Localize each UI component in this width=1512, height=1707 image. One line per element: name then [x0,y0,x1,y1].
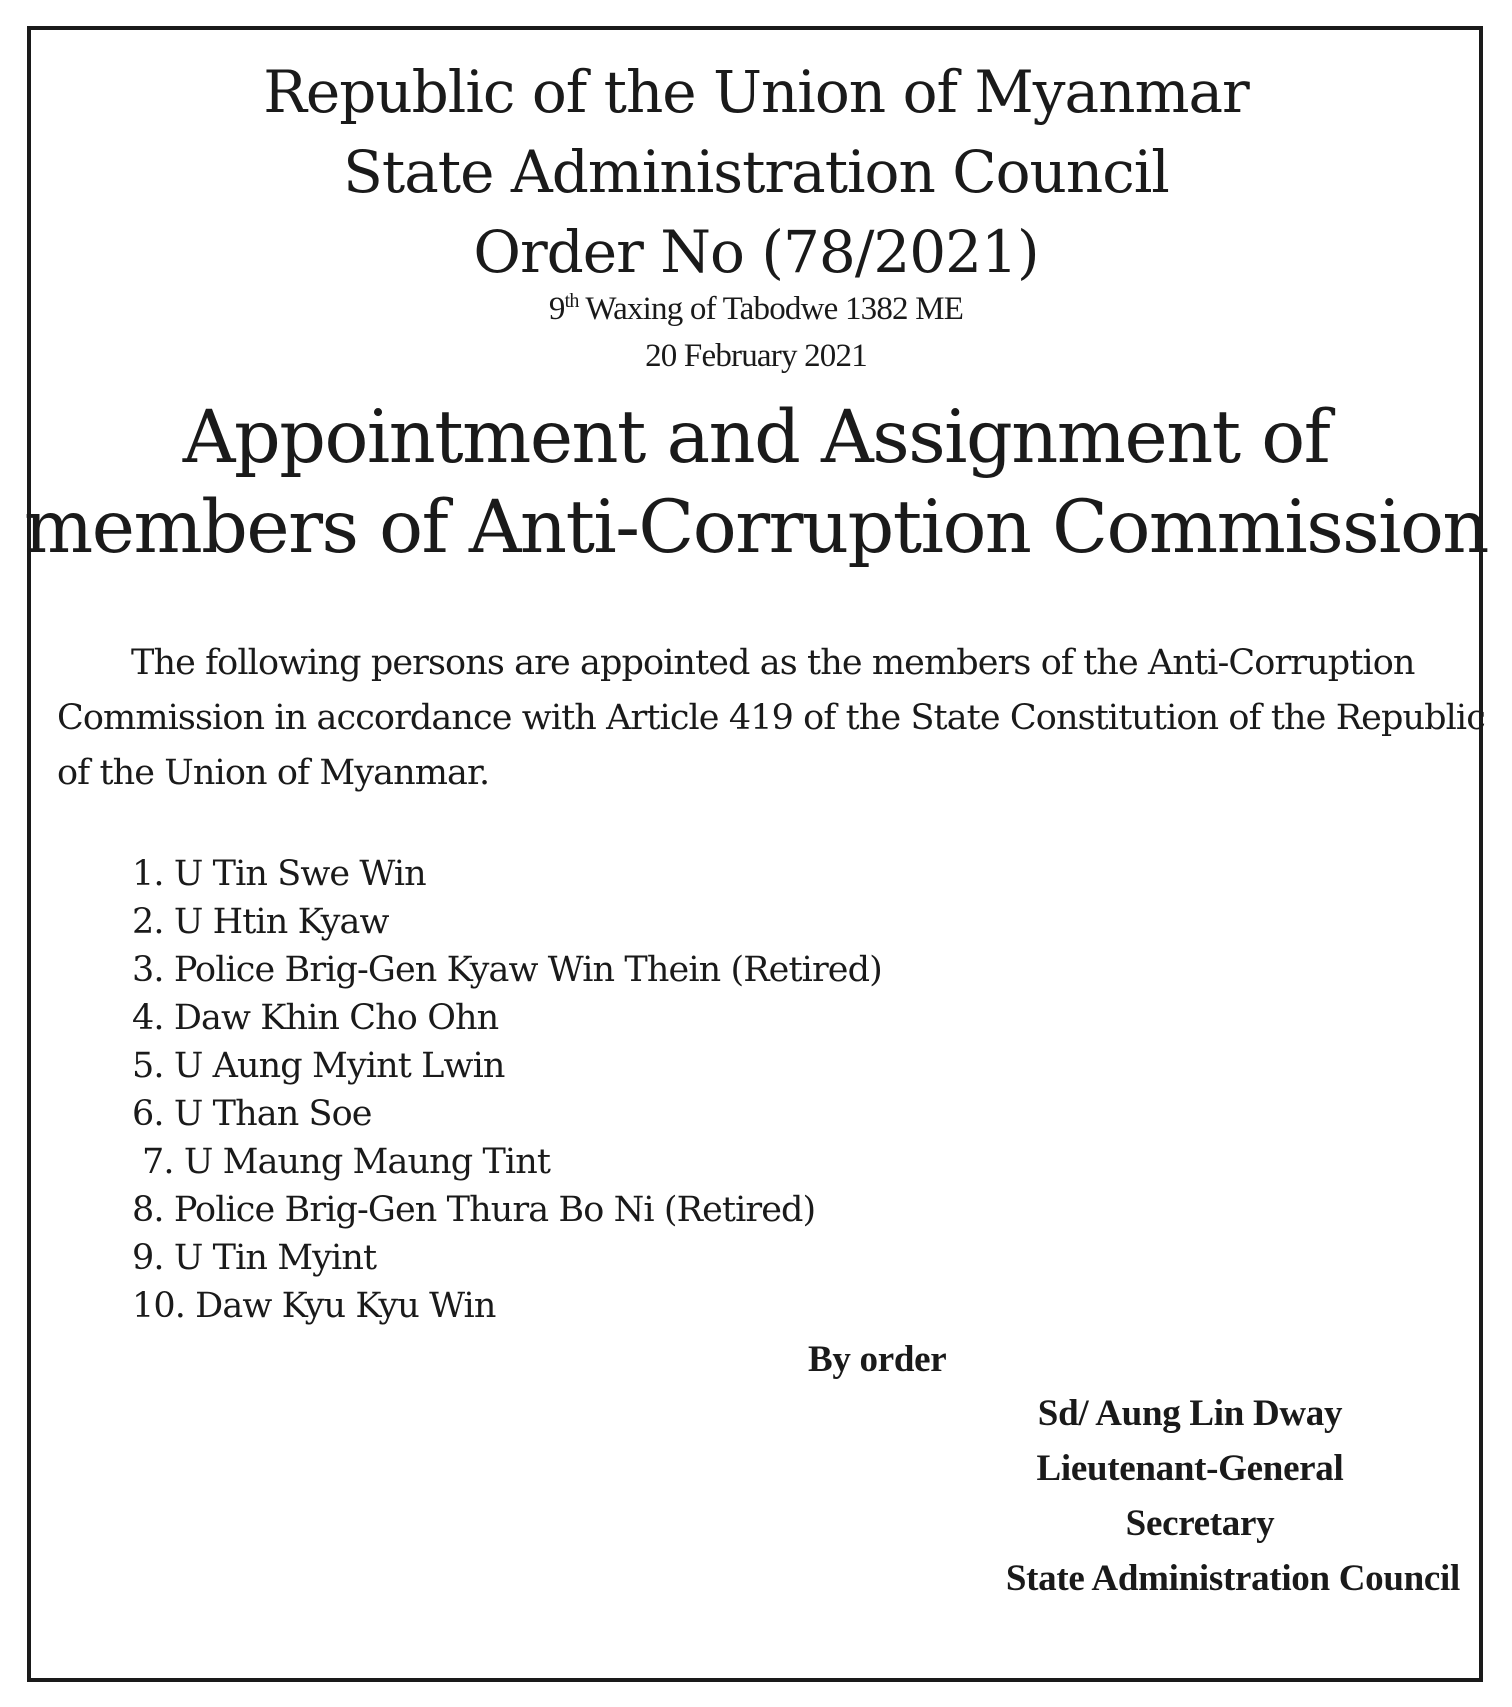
order-body [57,636,1485,801]
order-number: Order No (78/2021) [473,218,1039,286]
myanmar-date-suffix: th [564,290,579,312]
member-item: 8. Police Brig-Gen Thura Bo Ni (Retired) [132,1190,816,1230]
member-item: 1. U Tin Swe Win [132,854,426,894]
member-item: 5. U Aung Myint Lwin [132,1046,505,1086]
signatory-name: Sd/ Aung Lin Dway [1037,1393,1343,1434]
member-item: 4. Daw Khin Cho Ohn [132,998,499,1038]
body-line: Commission in accordance with Article 419 of the State Constitution of the Republic [57,698,1485,738]
member-item: 2. U Htin Kyaw [132,902,389,942]
myanmar-date-text: Waxing of Tabodwe 1382 ME [578,291,964,327]
member-item: 6. U Than Soe [132,1094,372,1134]
member-item: 3. Police Brig-Gen Kyaw Win Thein (Retired) [132,950,882,990]
body-line: of the Union of Myanmar. [57,753,490,793]
by-order-label: By order [808,1339,947,1380]
signatory-position: Secretary [1125,1503,1275,1544]
member-list [132,850,882,1330]
order-title-line1: Appointment and Assignment of [182,395,1330,480]
signatory-rank: Lieutenant-General [1036,1448,1344,1489]
order-title-line2: members of Anti-Corruption Commission [24,485,1488,570]
member-item: 10. Daw Kyu Kyu Win [132,1286,496,1326]
myanmar-date [0,290,1512,327]
country-heading: Republic of the Union of Myanmar [263,58,1249,126]
myanmar-date-day: 9 [548,291,565,327]
member-item: 9. U Tin Myint [132,1238,377,1278]
council-heading: State Administration Council [343,138,1169,206]
gregorian-date: 20 February 2021 [645,338,867,374]
body-line: The following persons are appointed as the members of the Anti-Corruption [131,643,1415,683]
member-item: 7. U Maung Maung Tint [142,1142,551,1182]
signatory-body: State Administration Council [1005,1558,1460,1599]
